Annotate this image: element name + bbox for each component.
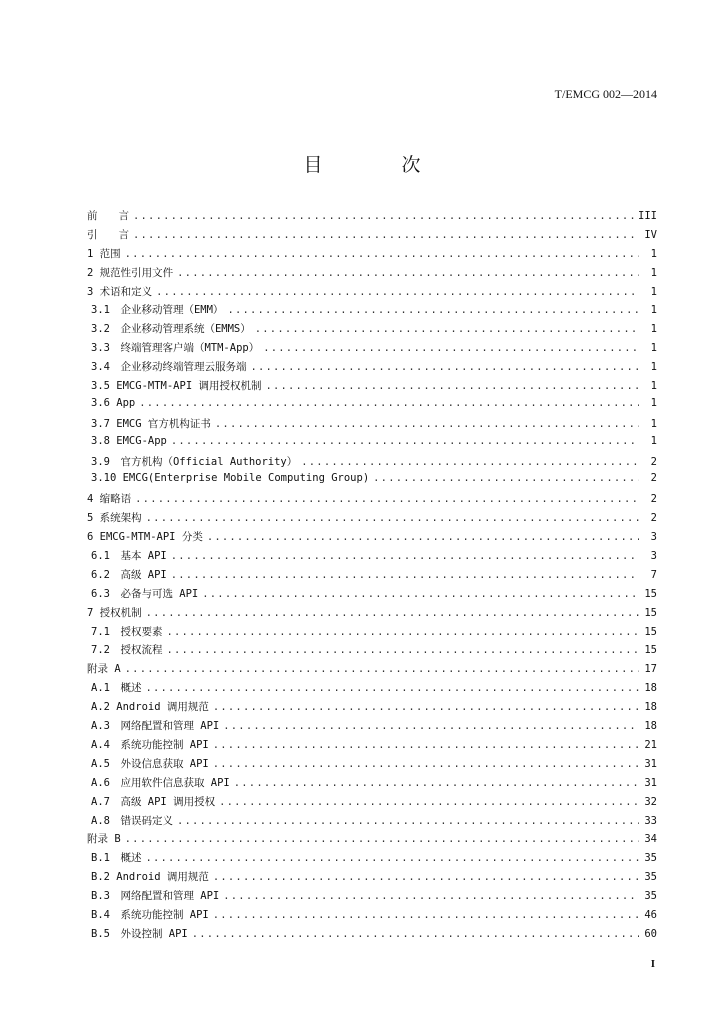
toc-entry[interactable] — [87, 907, 657, 926]
toc-leader-dots — [234, 777, 639, 789]
toc-entry[interactable] — [87, 284, 657, 303]
toc-entry-label: 7 授权机制 — [87, 606, 142, 619]
toc-leader-dots — [223, 720, 639, 732]
standard-code: T/EMCG 002—2014 — [554, 87, 657, 101]
toc-leader-dots — [373, 472, 639, 484]
toc-entry[interactable] — [87, 529, 657, 548]
toc-entry-page: 1 — [650, 396, 657, 409]
toc-entry-label: A.4 系统功能控制 API — [91, 738, 209, 751]
toc-leader-dots — [133, 229, 639, 241]
toc-leader-dots — [125, 248, 639, 260]
toc-entry[interactable] — [87, 869, 657, 888]
toc-entry-label: 4 缩略语 — [87, 493, 132, 506]
toc-entry-page: 35 — [644, 871, 657, 884]
toc-entry-label: 5 系统架构 — [87, 512, 142, 525]
toc-entry-label: A.2 Android 调用规范 — [91, 701, 209, 714]
toc-leader-dots — [133, 210, 634, 222]
toc-entry-page: 1 — [650, 361, 657, 374]
toc-entry[interactable] — [87, 510, 657, 529]
toc-leader-dots — [135, 493, 639, 505]
toc-entry[interactable] — [87, 737, 657, 756]
toc-entry-label: B.2 Android 调用规范 — [91, 871, 209, 884]
toc-entry-label: A.8 错误码定义 — [91, 814, 173, 827]
toc-entry-label: 3.2 企业移动管理系统（EMMS） — [91, 323, 251, 336]
toc-entry-label: 3.7 EMCG 官方机构证书 — [91, 417, 211, 430]
toc-entry-page: 18 — [644, 720, 657, 733]
toc-entry-page: 35 — [644, 852, 657, 865]
toc-entry-label: 7.2 授权流程 — [91, 644, 163, 657]
toc-entry-page: 31 — [644, 757, 657, 770]
toc-entry-page: 32 — [644, 795, 657, 808]
toc-leader-dots — [145, 852, 639, 864]
toc-entry-page: III — [638, 210, 657, 222]
toc-leader-dots — [202, 588, 639, 600]
toc-entry-page: 2 — [650, 472, 657, 485]
toc-leader-dots — [227, 304, 639, 316]
toc-entry-label: 6.2 高级 API — [91, 568, 167, 581]
toc-entry-label: 3.3 终端管理客户端（MTM-App） — [91, 342, 260, 355]
toc-entry[interactable] — [87, 680, 657, 699]
toc-entry-page: 3 — [650, 550, 657, 563]
toc-entry-label: 3.4 企业移动终端管理云服务端 — [91, 361, 247, 374]
toc-entry-page: 33 — [644, 814, 657, 827]
toc-entry[interactable] — [87, 850, 657, 869]
toc-entry-page: 60 — [644, 927, 657, 940]
toc-entry[interactable] — [87, 321, 657, 340]
toc-entry-page: 18 — [644, 701, 657, 714]
toc-leader-dots — [250, 361, 639, 373]
toc-entry[interactable] — [87, 265, 657, 284]
toc-entry[interactable] — [87, 302, 657, 321]
toc-leader-dots — [263, 342, 639, 354]
toc-entry-page: 7 — [650, 568, 657, 581]
toc-entry[interactable] — [87, 378, 657, 397]
toc-entry[interactable] — [87, 624, 657, 643]
toc-leader-dots — [219, 796, 639, 808]
table-of-contents — [87, 208, 657, 945]
toc-entry-page: 2 — [650, 455, 657, 468]
toc-entry[interactable] — [87, 227, 657, 246]
toc-leader-dots — [213, 701, 639, 713]
toc-entry-label: A.3 网络配置和管理 API — [91, 720, 220, 733]
toc-entry[interactable] — [87, 718, 657, 737]
toc-entry-label: 3 术语和定义 — [87, 285, 153, 298]
toc-entry-page: 1 — [650, 247, 657, 260]
toc-entry-page: 1 — [650, 417, 657, 430]
toc-entry-page: 1 — [650, 285, 657, 298]
toc-entry-label: 3.5 EMCG-MTM-API 调用授权机制 — [91, 380, 262, 393]
toc-entry-label: B.4 系统功能控制 API — [91, 908, 209, 921]
toc-entry-label: 附录 A — [87, 663, 121, 676]
toc-entry[interactable] — [87, 926, 657, 945]
toc-entry[interactable] — [87, 642, 657, 661]
toc-entry[interactable] — [87, 435, 657, 454]
toc-leader-dots — [177, 815, 639, 827]
toc-leader-dots — [255, 323, 639, 335]
toc-entry-label: 3.9 官方机构（Official Authority） — [91, 455, 298, 468]
toc-entry-label: B.3 网络配置和管理 API — [91, 890, 220, 903]
toc-leader-dots — [171, 435, 639, 447]
toc-leader-dots — [213, 909, 639, 921]
toc-leader-dots — [177, 267, 639, 279]
toc-entry[interactable] — [87, 208, 657, 227]
toc-entry-label: 3.6 App — [91, 396, 136, 409]
toc-entry-page: 21 — [644, 738, 657, 751]
toc-leader-dots — [146, 607, 639, 619]
toc-entry-page: 17 — [644, 663, 657, 676]
toc-entry-label: 3.1 企业移动管理（EMM） — [91, 304, 224, 317]
toc-leader-dots — [213, 739, 639, 751]
toc-entry[interactable] — [87, 813, 657, 832]
toc-leader-dots — [171, 550, 639, 562]
toc-leader-dots — [156, 286, 639, 298]
toc-entry-page: 15 — [644, 644, 657, 657]
toc-leader-dots — [301, 456, 639, 468]
toc-entry-page: 2 — [650, 512, 657, 525]
toc-entry-page: 18 — [644, 682, 657, 695]
toc-entry[interactable] — [87, 491, 657, 510]
toc-leader-dots — [223, 890, 639, 902]
toc-entry-label: 3.10 EMCG(Enterprise Mobile Computing Group) — [91, 472, 370, 485]
toc-entry[interactable] — [87, 794, 657, 813]
toc-entry-label: 3.8 EMCG-App — [91, 434, 167, 447]
toc-entry[interactable] — [87, 756, 657, 775]
toc-entry[interactable] — [87, 397, 657, 416]
toc-entry-page: 15 — [644, 606, 657, 619]
toc-entry[interactable] — [87, 605, 657, 624]
toc-leader-dots — [215, 418, 639, 430]
toc-leader-dots — [125, 663, 639, 675]
toc-entry-label: 6.1 基本 API — [91, 550, 167, 563]
toc-entry-page: 35 — [644, 890, 657, 903]
toc-entry-label: 附录 B — [87, 833, 121, 846]
toc-entry-label: 7.1 授权要素 — [91, 625, 163, 638]
toc-entry-label: 1 范围 — [87, 247, 121, 260]
toc-entry[interactable] — [87, 661, 657, 680]
toc-entry[interactable] — [87, 454, 657, 473]
toc-leader-dots — [192, 928, 639, 940]
toc-leader-dots — [139, 397, 639, 409]
toc-entry-page: 15 — [644, 625, 657, 638]
toc-entry[interactable] — [87, 359, 657, 378]
toc-leader-dots — [213, 758, 639, 770]
toc-leader-dots — [207, 531, 639, 543]
toc-entry-label: A.1 概述 — [91, 682, 142, 695]
toc-entry-label: B.1 概述 — [91, 852, 142, 865]
toc-leader-dots — [166, 626, 639, 638]
toc-leader-dots — [171, 569, 639, 581]
toc-leader-dots — [213, 871, 639, 883]
toc-entry[interactable] — [87, 831, 657, 850]
toc-leader-dots — [125, 833, 639, 845]
toc-entry-label: A.7 高级 API 调用授权 — [91, 795, 216, 808]
toc-entry-page: 1 — [650, 434, 657, 447]
toc-entry-page: 1 — [650, 323, 657, 336]
toc-leader-dots — [145, 682, 639, 694]
toc-entry-page: 3 — [650, 531, 657, 544]
toc-entry-label: 6 EMCG-MTM-API 分类 — [87, 531, 203, 544]
toc-entry[interactable] — [87, 340, 657, 359]
toc-entry[interactable] — [87, 567, 657, 586]
toc-entry-label: B.5 外设控制 API — [91, 927, 188, 940]
toc-entry-page: 1 — [650, 380, 657, 393]
toc-entry-label: 6.3 必备与可选 API — [91, 587, 199, 600]
toc-entry-page: 46 — [644, 908, 657, 921]
page-number: I — [650, 958, 655, 970]
toc-entry[interactable] — [87, 416, 657, 435]
toc-entry[interactable] — [87, 775, 657, 794]
toc-entry-label: 引 言 — [87, 228, 129, 241]
toc-entry-label: 2 规范性引用文件 — [87, 266, 174, 279]
toc-entry[interactable] — [87, 548, 657, 567]
toc-entry-label: A.6 应用软件信息获取 API — [91, 776, 230, 789]
toc-entry-page: IV — [644, 228, 657, 241]
toc-entry[interactable] — [87, 472, 657, 491]
toc-leader-dots — [146, 512, 639, 524]
toc-entry-page: 1 — [650, 304, 657, 317]
toc-entry-page: 2 — [650, 493, 657, 506]
toc-entry-page: 15 — [644, 587, 657, 600]
toc-entry[interactable] — [87, 586, 657, 605]
toc-entry[interactable] — [87, 246, 657, 265]
toc-entry-label: A.5 外设信息获取 API — [91, 757, 209, 770]
toc-entry-page: 1 — [650, 266, 657, 279]
toc-leader-dots — [166, 644, 639, 656]
toc-leader-dots — [265, 380, 639, 392]
toc-title: 目 次 — [303, 154, 451, 176]
toc-entry-label: 前 言 — [87, 210, 129, 222]
toc-entry-page: 34 — [644, 833, 657, 846]
toc-entry-page: 31 — [644, 776, 657, 789]
toc-entry-page: 1 — [650, 342, 657, 355]
toc-entry[interactable] — [87, 888, 657, 907]
toc-entry[interactable] — [87, 699, 657, 718]
